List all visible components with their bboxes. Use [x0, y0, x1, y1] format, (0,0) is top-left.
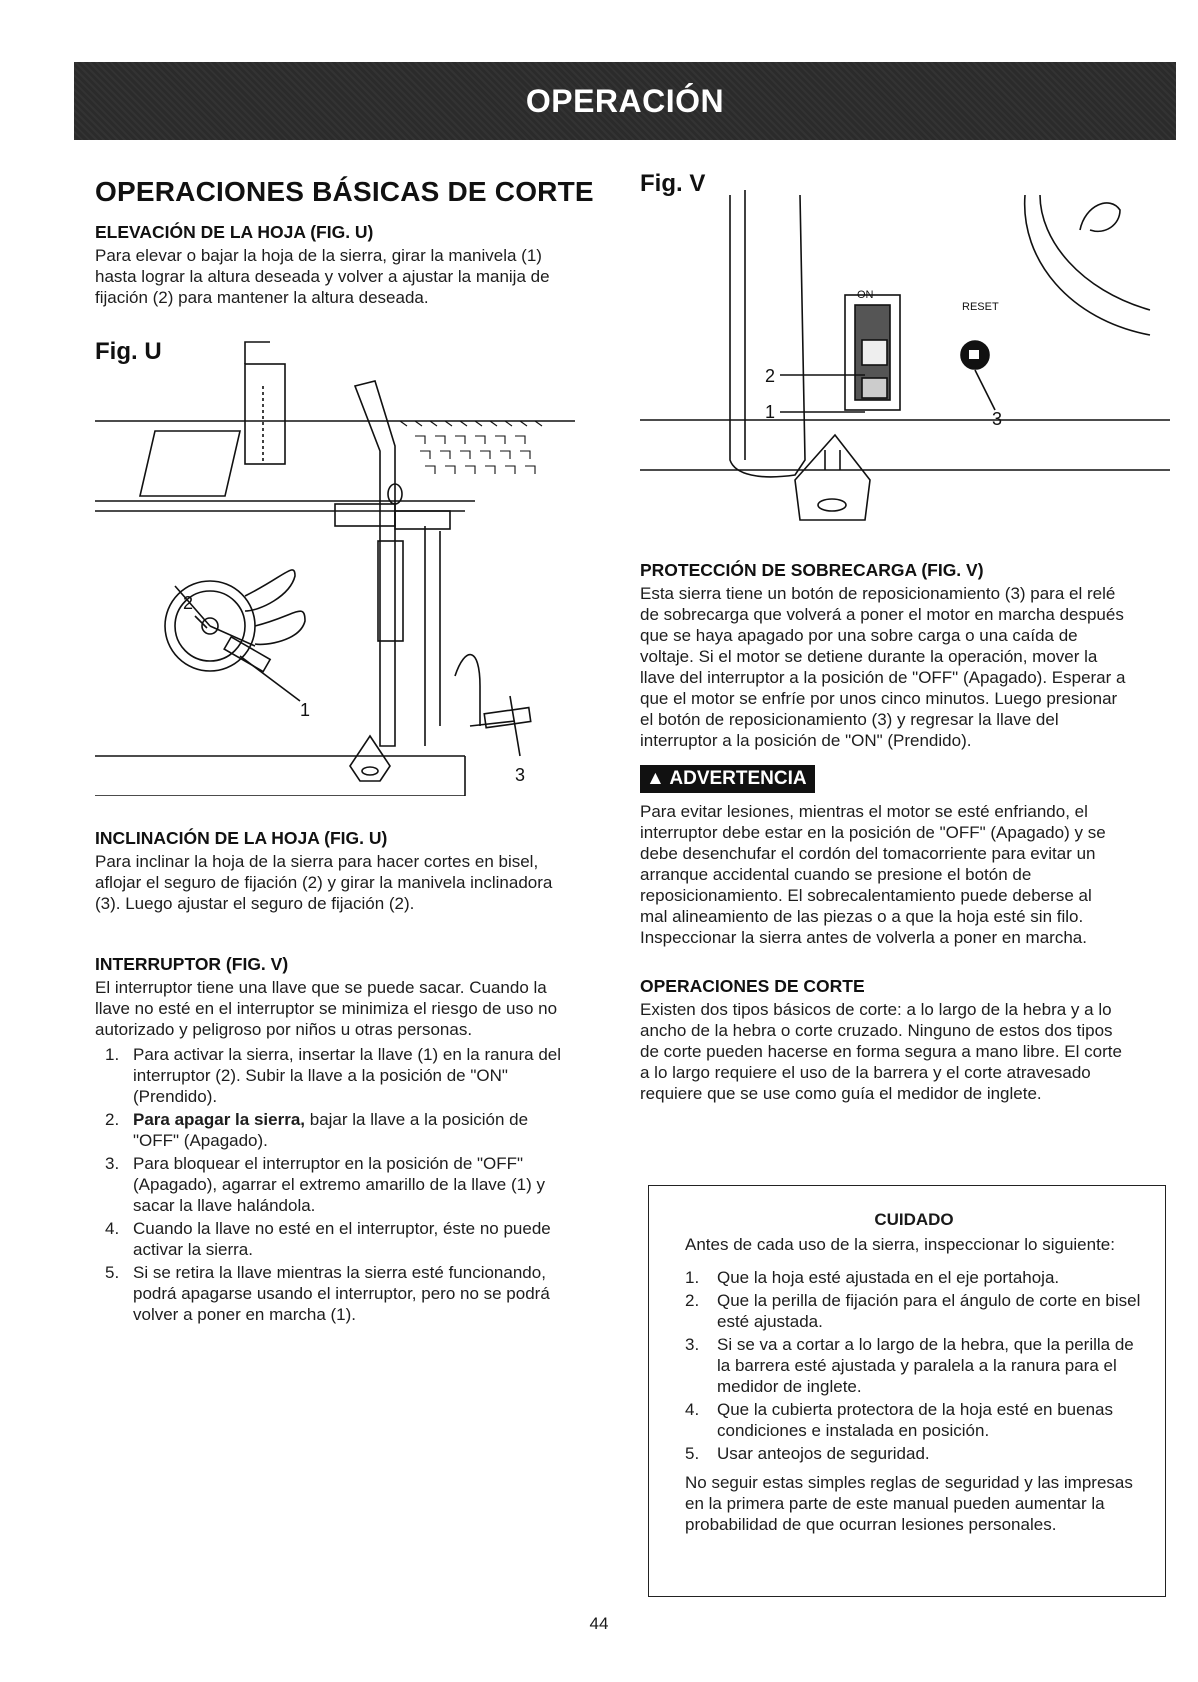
list-item: 1. Para activar la sierra, insertar la llave (1) en la ranura del interruptor (2). Subir la llave a la posición de "ON" (Prendido). [105, 1045, 562, 1106]
overload-heading: PROTECCIÓN DE SOBRECARGA (FIG. V) [640, 560, 984, 580]
right-column [640, 170, 1180, 1104]
list-item: 4. Cuando la llave no esté en el interruptor, éste no puede activar la sierra. [105, 1219, 551, 1259]
overload-text: Esta sierra tiene un botón de reposicionamiento (3) para el relé de sobrecarga que volverá a poner el motor en marcha después que se haya apagado por una sobre carga o una caída de voltaje. Si el motor se detiene durante la operación, mover la llave del interruptor a la posición de "OFF" (Apagado). Esperar a que el motor se enfríe por unos cinco minutos. Luego presionar el botón de reposicionamiento (3) y regresar la llave del interruptor a la posición de "ON" (Prendido). [640, 584, 1126, 750]
caution-box [648, 1185, 1166, 1597]
fig-v-callout-2: 2 [765, 366, 776, 386]
on-label: ON [857, 289, 874, 301]
fig-v-drawing [640, 170, 1180, 560]
caution-intro: Antes de cada uso de la sierra, inspeccionar lo siguiente: [685, 1235, 1115, 1254]
fig-v-callout-1: 1 [765, 402, 776, 422]
list-item: 4. Que la cubierta protectora de la hoja esté en buenas condiciones e instalada en posición. [685, 1400, 1113, 1440]
caution-items [685, 1267, 1143, 1464]
blade-tilt-heading: INCLINACIÓN DE LA HOJA (FIG. U) [95, 828, 388, 848]
list-item: 3. Si se va a cortar a lo largo de la hebra, que la perilla de la barrera esté ajustada y paralela a la ranura para el medidor de inglete. [685, 1335, 1134, 1396]
cutting-ops-text: Existen dos tipos básicos de corte: a lo largo de la hebra y a lo ancho de la hebra o corte cruzado. Ninguno de estos dos tipos de corte pueden hacerse en forma segura a mano libre. El corte a lo largo requiere el uso de la barrera y el corte atravesado requiere que se use como guía el medidor de inglete. [640, 1000, 1122, 1103]
warning-badge: ▲ ADVERTENCIA [640, 765, 815, 793]
left-column [95, 170, 615, 1327]
fig-u-callout-1: 1 [300, 700, 311, 720]
list-item: 2. Para apagar la sierra, bajar la llave a la posición de "OFF" (Apagado). [105, 1110, 529, 1150]
fig-v-label: Fig. V [640, 170, 706, 197]
fig-u [95, 326, 615, 796]
fig-u-callout-2: 2 [183, 593, 194, 613]
fig-v [640, 170, 1180, 560]
fig-v-callout-3: 3 [992, 409, 1003, 429]
fig-u-label: Fig. U [95, 338, 162, 365]
blade-tilt-text: Para inclinar la hoja de la sierra para hacer cortes en bisel, aflojar el seguro de fijación (2) y girar la manivela inclinadora (3). Luego ajustar el seguro de fijación (2). [95, 852, 553, 913]
list-item: 1. Que la hoja esté ajustada en el eje portahoja. [685, 1268, 1060, 1287]
switch-text: El interruptor tiene una llave que se puede sacar. Cuando la llave no esté en el interruptor se minimiza el riesgo de uso no autorizado y peligroso por niños u otras personas. [95, 978, 558, 1039]
fig-u-drawing [95, 326, 615, 796]
list-item: 5. Si se retira la llave mientras la sierra esté funcionando, podrá apagarse usando el interruptor, pero no se podrá volver a poner en marcha (1). [105, 1263, 550, 1324]
header-banner [74, 62, 1176, 140]
cutting-ops-heading: OPERACIONES DE CORTE [640, 976, 865, 996]
list-item: 2. Que la perilla de fijación para el ángulo de corte en bisel esté ajustada. [685, 1291, 1141, 1331]
page-title: OPERACIÓN [525, 82, 725, 119]
section-title: OPERACIONES BÁSICAS DE CORTE [95, 176, 594, 207]
caution-outro: No seguir estas simples reglas de seguridad y las impresas en la primera parte de este manual pueden aumentar la probabilidad de que ocurran lesiones personales. [685, 1473, 1133, 1534]
reset-label: RESET [962, 301, 999, 313]
caution-title: CUIDADO [874, 1210, 954, 1229]
switch-heading: INTERRUPTOR (FIG. V) [95, 954, 289, 974]
switch-steps [95, 1044, 565, 1325]
warning-text: Para evitar lesiones, mientras el motor se esté enfriando, el interruptor debe estar en la posición de "OFF" (Apagado) y se debe desenchufar el cordón del tomacorriente para evitar un arranque accidental cuando se presione el botón de reposicionamiento. El sobrecalentamiento puede deberse al mal alineamiento de las piezas o a que la hoja esté sin filo. Inspeccionar la sierra antes de volverla a poner en marcha. [640, 802, 1106, 947]
blade-elevation-text: Para elevar o bajar la hoja de la sierra, girar la manivela (1) hasta lograr la altura deseada y volver a ajustar la manija de fijación (2) para mantener la altura deseada. [95, 246, 550, 307]
fig-u-callout-3: 3 [515, 765, 526, 785]
page-number: 44 [589, 1614, 609, 1633]
list-item: 5. Usar anteojos de seguridad. [685, 1444, 930, 1463]
blade-elevation-heading: ELEVACIÓN DE LA HOJA (FIG. U) [95, 222, 374, 242]
warning-icon: ▲ [646, 768, 665, 789]
list-item: 3. Para bloquear el interruptor en la posición de "OFF" (Apagado), agarrar el extremo amarillo de la llave (1) y sacar la llave halándola. [105, 1154, 545, 1215]
